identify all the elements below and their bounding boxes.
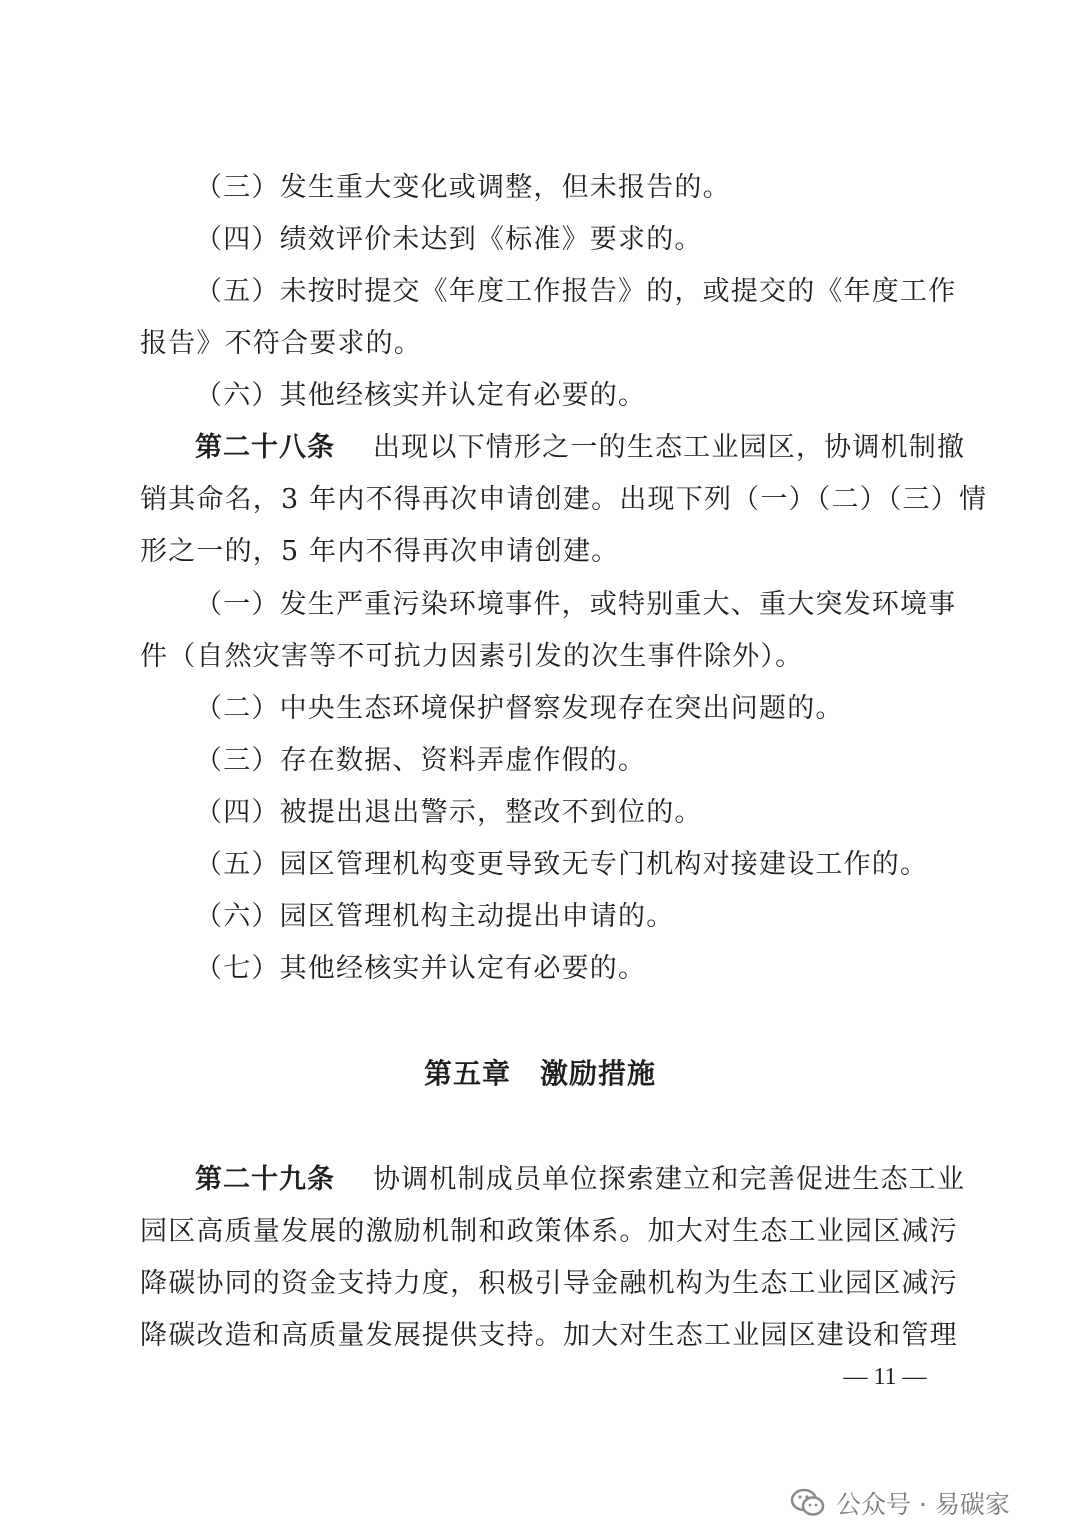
watermark-text: 公众号 · 易碳家: [836, 1490, 1010, 1519]
article-28-text: 出现以下情形之一的生态工业园区，协调机制撤: [372, 432, 966, 463]
list-item: （四）绩效评价未达到《标准》要求的。: [195, 224, 703, 255]
list-item-continuation: 件（自然灾害等不可抗力因素引发的次生事件除外）。: [140, 641, 804, 672]
article-29-first-line: [195, 1162, 966, 1198]
list-item: （六）其他经核实并认定有必要的。: [195, 380, 647, 411]
list-item: （二）中央生态环境保护督察发现存在突出问题的。: [195, 693, 844, 724]
list-item: （五）园区管理机构变更导致无专门机构对接建设工作的。: [195, 849, 929, 880]
article-29-text: 降碳协同的资金支持力度，积极引导金融机构为生态工业园区减污: [140, 1268, 958, 1299]
page-number: — 11 —: [843, 1364, 927, 1390]
article-29-heading: 第二十九条: [195, 1164, 335, 1195]
list-item: （四）被提出退出警示，整改不到位的。: [195, 797, 703, 828]
list-item: （七）其他经核实并认定有必要的。: [195, 953, 647, 984]
article-28-text: 销其命名，3 年内不得再次申请创建。出现下列（一）（二）（三）情: [140, 484, 988, 515]
list-item: （五）未按时提交《年度工作报告》的，或提交的《年度工作: [195, 276, 957, 307]
article-28-first-line: [195, 430, 966, 466]
article-29-text: 园区高质量发展的激励机制和政策体系。加大对生态工业园区减污: [140, 1216, 958, 1247]
article-28-heading: 第二十八条: [195, 432, 335, 463]
article-28-text: 形之一的，5 年内不得再次申请创建。: [140, 536, 620, 567]
list-item: （六）园区管理机构主动提出申请的。: [195, 901, 675, 932]
article-29-text: 降碳改造和高质量发展提供支持。加大对生态工业园区建设和管理: [140, 1320, 958, 1351]
list-item: （三）发生重大变化或调整，但未报告的。: [195, 172, 731, 203]
chapter-heading: 第五章 激励措施: [423, 1057, 656, 1090]
list-item-continuation: 报告》不符合要求的。: [140, 328, 422, 359]
list-item: （三）存在数据、资料弄虚作假的。: [195, 745, 647, 776]
wechat-icon: [790, 1488, 826, 1518]
article-29-text: 协调机制成员单位探索建立和完善促进生态工业: [372, 1164, 966, 1195]
list-item: （一）发生严重污染环境事件，或特别重大、重大突发环境事: [195, 589, 957, 620]
watermark: [790, 1483, 1010, 1523]
